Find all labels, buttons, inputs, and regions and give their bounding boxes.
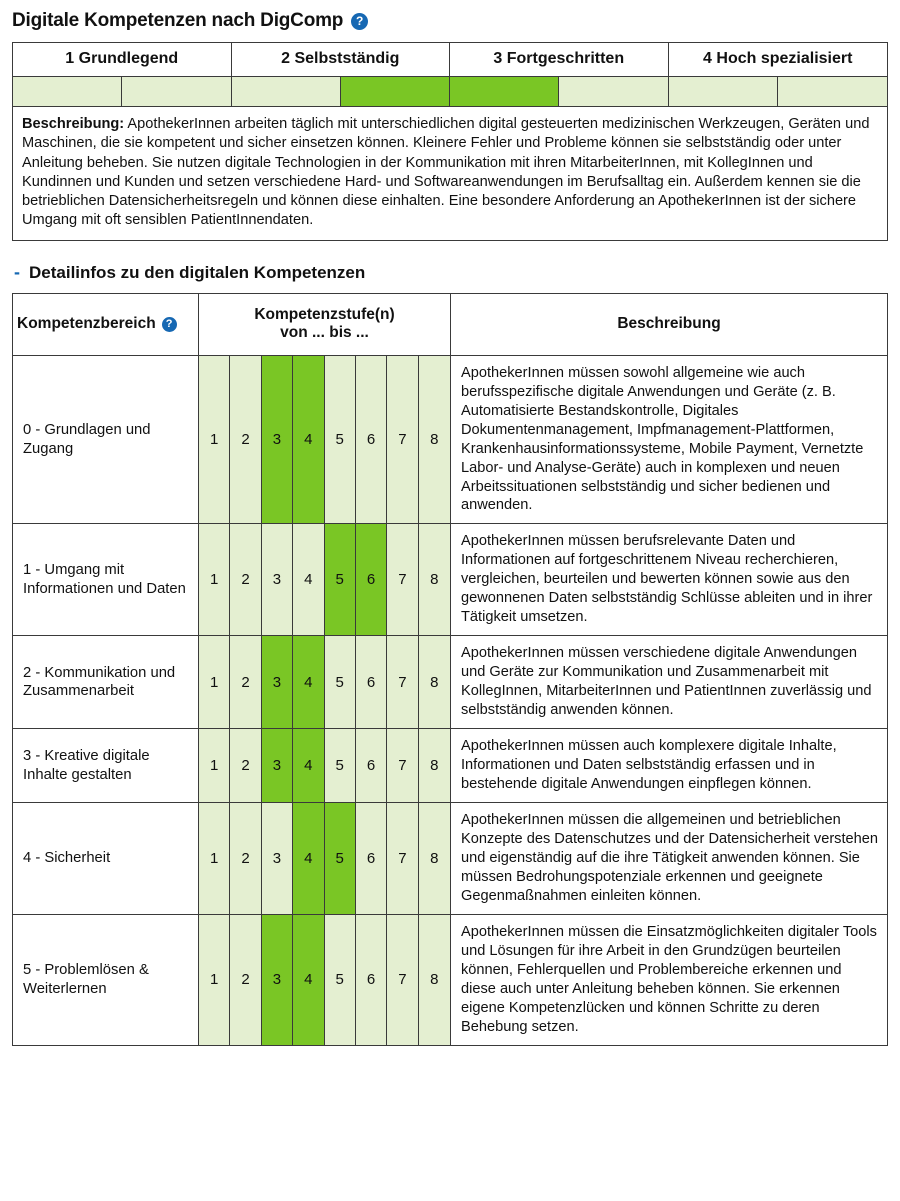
level-box-1: 1 (199, 729, 230, 802)
level-box-6: 6 (356, 729, 387, 802)
competency-area-cell (13, 729, 199, 803)
level-box-8: 8 (419, 356, 450, 524)
level-box-2: 2 (230, 524, 261, 635)
competency-area-cell (13, 803, 199, 915)
level-box-2: 2 (230, 356, 261, 524)
level-box-6: 6 (356, 636, 387, 728)
level-box-5: 5 (325, 524, 356, 635)
competency-description-cell: ApothekerInnen müssen sowohl allgemeine wie auch berufsspezifische digitale Anwendungen und Geräte (z. B. Automatisierte Bestandskontrolle, Digitales Dokumentenmanagement, Impfmanagement-Plattformen, Krankenhausinformationssysteme, Mobile Payment, Vernetzte Labor- und Analyse-Geräte) auch in komplexen und neuen Arbeitssituationen selbstständig und sicher bedienen und anwenden. (451, 355, 888, 524)
level-grid (199, 524, 450, 635)
competency-levels-cell (199, 524, 451, 636)
summary-description (13, 106, 887, 240)
level-box-4: 4 (293, 524, 324, 635)
level-grid (199, 729, 450, 802)
level-box-2: 2 (230, 803, 261, 914)
competency-area-label: 2 - Kommunikation und Zusammenarbeit (23, 664, 176, 700)
competency-levels-cell (199, 636, 451, 729)
level-box-6: 6 (356, 356, 387, 524)
collapse-toggle-icon[interactable]: - (14, 261, 20, 282)
level-box-1: 1 (199, 803, 230, 914)
summary-level-cell-5 (450, 77, 559, 106)
detail-section-title: Detailinfos zu den digitalen Kompetenzen (29, 262, 366, 282)
help-circle-icon[interactable]: ? (351, 13, 368, 30)
level-box-1: 1 (199, 524, 230, 635)
level-box-3: 3 (262, 803, 293, 914)
level-box-3: 3 (262, 729, 293, 802)
table-body (13, 355, 888, 1045)
level-box-3: 3 (262, 356, 293, 524)
competency-area-cell (13, 914, 199, 1045)
column-header-levels (199, 293, 451, 355)
summary-level-header: 1 Grundlegend (13, 43, 232, 76)
level-box-6: 6 (356, 915, 387, 1045)
level-box-5: 5 (325, 915, 356, 1045)
competency-levels-cell (199, 914, 451, 1045)
page-header (0, 0, 900, 40)
level-grid (199, 356, 450, 524)
level-box-7: 7 (387, 803, 418, 914)
column-header-area (13, 293, 199, 355)
summary-level-cell-4 (341, 77, 450, 106)
summary-level-cell-7 (669, 77, 778, 106)
level-box-1: 1 (199, 636, 230, 728)
summary-level-bar (13, 76, 887, 106)
summary-level-header: 2 Selbstständig (232, 43, 451, 76)
level-box-4: 4 (293, 636, 324, 728)
competency-levels-cell (199, 729, 451, 803)
competency-area-label: 4 - Sicherheit (23, 850, 111, 867)
level-box-3: 3 (262, 915, 293, 1045)
level-box-8: 8 (419, 636, 450, 728)
page-title: Digitale Kompetenzen nach DigComp (12, 10, 344, 31)
competency-area-cell (13, 355, 199, 524)
level-box-6: 6 (356, 524, 387, 635)
level-box-7: 7 (387, 915, 418, 1045)
competency-description-cell: ApothekerInnen müssen verschiedene digitale Anwendungen und Geräte zur Kommunikation und Zusammenarbeit mit KollegInnen, MitarbeiterInnen und PatientInnen zuverlässig und selbstständig anwenden können. (451, 636, 888, 729)
competency-area-label: 3 - Kreative digitale Inhalte gestalten (23, 747, 150, 783)
competency-area-label: 0 - Grundlagen und Zugang (23, 421, 151, 457)
level-box-8: 8 (419, 803, 450, 914)
competency-area-cell (13, 636, 199, 729)
level-box-3: 3 (262, 636, 293, 728)
level-box-4: 4 (293, 729, 324, 802)
level-box-3: 3 (262, 524, 293, 635)
competency-description-cell: ApothekerInnen müssen auch komplexere digitale Inhalte, Informationen und Daten selbstständig erfassen und in bestehende digitale Anwendungen einpflegen können. (451, 729, 888, 803)
level-box-8: 8 (419, 915, 450, 1045)
column-header-levels-line1: Kompetenzstufe(n) (254, 305, 395, 323)
level-box-2: 2 (230, 915, 261, 1045)
level-box-5: 5 (325, 636, 356, 728)
competency-description-cell: ApothekerInnen müssen berufsrelevante Daten und Informationen auf fortgeschrittenem Niveau recherchieren, vergleichen, beurteilen und bewerten können sowie aus den gewonnenen Daten selbstständig Schlüsse ableiten und in ihrer Tätigkeit umsetzen. (451, 524, 888, 636)
summary-level-cell-2 (122, 77, 231, 106)
level-box-5: 5 (325, 729, 356, 802)
competency-area-label: 5 - Problemlösen & Weiterlernen (23, 962, 149, 997)
summary-level-cell-3 (232, 77, 341, 106)
level-grid (199, 803, 450, 914)
summary-level-cell-1 (13, 77, 122, 106)
level-grid (199, 636, 450, 728)
competency-detail-table (12, 293, 888, 1046)
table-row (13, 914, 888, 1045)
table-row (13, 803, 888, 915)
detail-section-heading[interactable] (0, 241, 900, 293)
level-box-1: 1 (199, 356, 230, 524)
competency-area-cell (13, 524, 199, 636)
level-box-7: 7 (387, 356, 418, 524)
level-box-4: 4 (293, 803, 324, 914)
level-box-6: 6 (356, 803, 387, 914)
level-box-2: 2 (230, 729, 261, 802)
table-row (13, 729, 888, 803)
summary-panel (12, 42, 888, 241)
competency-area-label: 1 - Umgang mit Informationen und Daten (23, 562, 186, 597)
table-row (13, 524, 888, 636)
level-box-4: 4 (293, 356, 324, 524)
summary-level-cell-6 (559, 77, 668, 106)
column-header-levels-line2: von ... bis ... (280, 324, 369, 342)
summary-level-headers (13, 43, 887, 76)
level-box-1: 1 (199, 915, 230, 1045)
summary-level-header: 4 Hoch spezialisiert (669, 43, 888, 76)
level-box-4: 4 (293, 915, 324, 1045)
summary-level-cell-8 (778, 77, 887, 106)
level-box-2: 2 (230, 636, 261, 728)
column-header-description: Beschreibung (451, 293, 888, 355)
level-box-5: 5 (325, 803, 356, 914)
competency-levels-cell (199, 355, 451, 524)
level-box-7: 7 (387, 636, 418, 728)
level-box-7: 7 (387, 729, 418, 802)
level-box-8: 8 (419, 524, 450, 635)
table-row (13, 355, 888, 524)
level-box-7: 7 (387, 524, 418, 635)
table-row (13, 636, 888, 729)
column-header-area-label: Kompetenzbereich (17, 314, 156, 332)
help-circle-icon[interactable]: ? (162, 317, 177, 332)
summary-level-header: 3 Fortgeschritten (450, 43, 669, 76)
competency-description-cell: ApothekerInnen müssen die Einsatzmöglichkeiten digitaler Tools und Lösungen für ihre Arbeit in den Grundzügen beurteilen können, Fehlerquellen und Problembereiche erkennen und diese auch unter Anleitung beheben können. Sie erkennen eigene Kompetenzlücken und können Schritte zu deren Behebung setzen. (451, 914, 888, 1045)
summary-description-label: Beschreibung: (22, 116, 125, 132)
summary-description-text: ApothekerInnen arbeiten täglich mit unterschiedlichen digital gesteuerten medizinischen Werkzeugen, Geräten und Maschinen, die sie kompetent und sicher einsetzen können. Kleinere Fehler und Probleme können sie selbstständig oder unter Anleitung beheben. Sie nutzen digitale Technologien in der Kommunikation mit ihren MitarbeiterInnen, mit KollegInnen und Kundinnen und Kunden und setzen verschiedene Hard- und Softwareanwendungen im Berufsalltag ein. Außerdem kennen sie die betrieblichen Datensicherheitsregeln und können diese einhalten. Eine besondere Anforderung an ApothekerInnen ist der sichere Umgang mit oft sensiblen PatientInnendaten. (22, 116, 870, 229)
table-head (13, 293, 888, 355)
level-box-8: 8 (419, 729, 450, 802)
level-grid (199, 915, 450, 1045)
level-box-5: 5 (325, 356, 356, 524)
table-header-row (13, 293, 888, 355)
competency-levels-cell (199, 803, 451, 915)
competency-description-cell: ApothekerInnen müssen die allgemeinen und betrieblichen Konzepte des Datenschutzes und der Datensicherheit verstehen und eigenständig auf die ihre Tätigkeit anwenden können. Sie müssen Bedrohungspotenziale erkennen und geeignete Gegenmaßnahmen einleiten können. (451, 803, 888, 915)
